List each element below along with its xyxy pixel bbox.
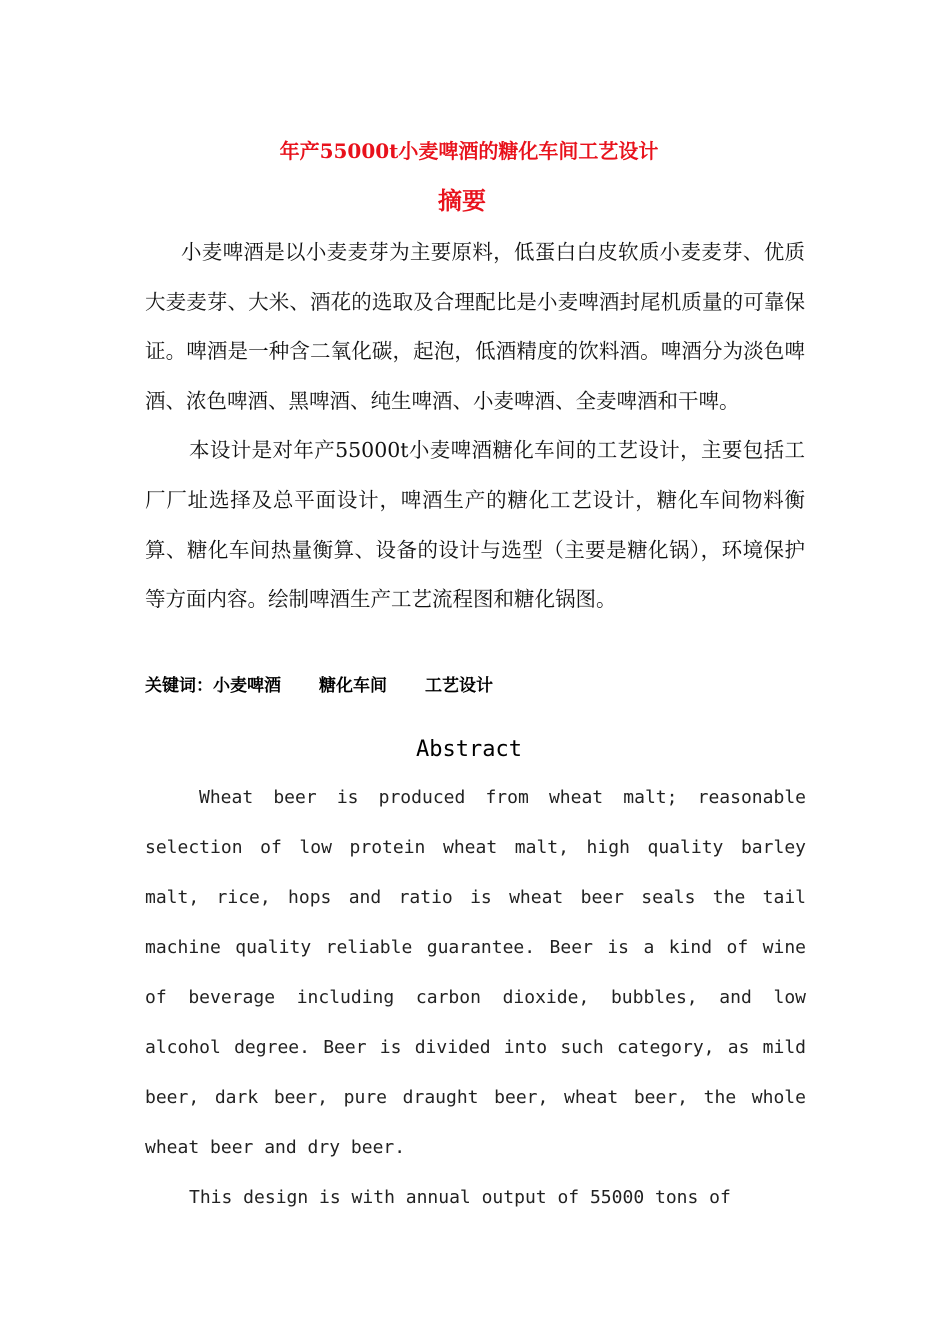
abstract-en-paragraph-2: This design is with annual output of 55000 tons of — [189, 1187, 731, 1208]
keywords-label: 关键词： — [145, 676, 213, 696]
abstract-zh-paragraph-1: 小麦啤酒是以小麦麦芽为主要原料，低蛋白白皮软质小麦麦芽、优质大麦麦芽、大米、酒花的选取及合理配比是小麦啤酒封尾机质量的可靠保证。啤酒是一种含二氧化碳，起泡，低酒精度的饮料酒。啤酒分为淡色啤酒、浓色啤酒、黑啤酒、纯生啤酒、小麦啤酒、全麦啤酒和干啤。 — [145, 240, 805, 413]
abstract-heading-en: Abstract — [416, 737, 522, 762]
keyword-1: 小麦啤酒 — [213, 676, 281, 696]
keyword-2: 糖化车间 — [319, 676, 387, 696]
document-title: 年产55000t小麦啤酒的糖化车间工艺设计 — [279, 139, 659, 163]
abstract-en-paragraph-1: Wheat beer is produced from wheat malt; reasonable selection of low protein wheat malt, high quality barley malt, rice, hops and ratio is wheat beer seals the tail machine quality reliable guarantee. Beer is a kind of wine of beverage including carbon dioxide, bubbles, and low alcohol degree. Beer is divided into such category, as mild beer, dark beer, pure draught beer, wheat beer, the whole wheat beer and dry beer. — [145, 787, 806, 1158]
abstract-heading-zh: 摘要 — [438, 186, 486, 215]
abstract-zh — [145, 228, 805, 625]
keyword-3: 工艺设计 — [425, 676, 493, 696]
keywords-line — [145, 672, 805, 700]
abstract-en — [145, 773, 806, 1223]
abstract-zh-paragraph-2: 本设计是对年产55000t小麦啤酒糖化车间的工艺设计，主要包括工厂厂址选择及总平面设计，啤酒生产的糖化工艺设计，糖化车间物料衡算、糖化车间热量衡算、设备的设计与选型（主要是糖化锅），环境保护等方面内容。绘制啤酒生产工艺流程图和糖化锅图。 — [145, 438, 805, 612]
